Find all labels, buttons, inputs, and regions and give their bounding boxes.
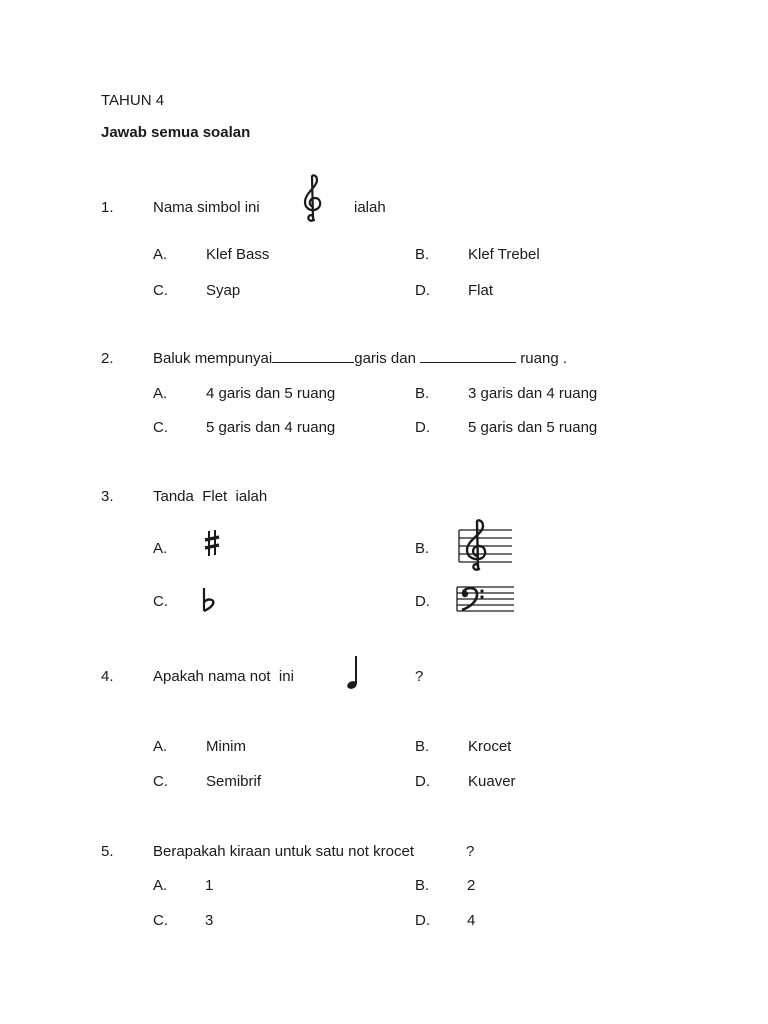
option-letter: D.: [415, 593, 430, 610]
option-letter: B.: [415, 877, 430, 894]
option-letter: D.: [415, 282, 430, 299]
option-letter: B.: [415, 738, 430, 755]
question-text: Nama simbol ini: [153, 199, 260, 216]
crotchet-note-icon: [344, 655, 360, 691]
option-letter: C.: [153, 912, 168, 929]
question-number: 5.: [101, 843, 114, 860]
option-d: 4: [467, 912, 476, 929]
option-a: Klef Bass: [206, 246, 270, 263]
option-letter: A.: [153, 246, 168, 263]
treble-clef-staff-icon: [458, 518, 514, 572]
option-b: 3 garis dan 4 ruang: [468, 385, 598, 402]
option-b: Klef Trebel: [468, 246, 540, 263]
option-letter: C.: [153, 773, 168, 790]
option-letter: B.: [415, 246, 430, 263]
question-text-part2: garis dan: [354, 350, 416, 367]
option-c: Semibrif: [206, 773, 262, 790]
option-a: 4 garis dan 5 ruang: [206, 385, 336, 402]
option-d: 5 garis dan 5 ruang: [468, 419, 598, 436]
option-b: Krocet: [468, 738, 512, 755]
treble-clef-icon: [300, 174, 326, 224]
question-number: 2.: [101, 350, 114, 367]
question-number: 1.: [101, 199, 114, 216]
question-text-part1: Baluk mempunyai: [153, 350, 273, 367]
question-text: Apakah nama not ini: [153, 668, 294, 685]
option-letter: C.: [153, 419, 168, 436]
question-text-after: ialah: [354, 199, 386, 216]
option-letter: B.: [415, 540, 430, 557]
option-letter: A.: [153, 738, 168, 755]
question-mark: ?: [466, 843, 475, 860]
option-d: Flat: [468, 282, 494, 299]
option-letter: A.: [153, 877, 168, 894]
option-letter: A.: [153, 385, 168, 402]
answer-blank: [420, 350, 516, 363]
question-text: Tanda Flet ialah: [153, 488, 268, 505]
flat-icon: [201, 587, 217, 613]
answer-blank: [272, 350, 354, 363]
option-a: Minim: [206, 738, 246, 755]
question-number: 4.: [101, 668, 114, 685]
question-text: [153, 350, 567, 367]
question-text-part3: ruang .: [520, 350, 567, 367]
option-c: 5 garis dan 4 ruang: [206, 419, 336, 436]
option-letter: B.: [415, 385, 430, 402]
option-letter: D.: [415, 419, 430, 436]
question-number: 3.: [101, 488, 114, 505]
option-letter: D.: [415, 773, 430, 790]
bass-clef-staff-icon: [456, 585, 516, 617]
question-mark: ?: [415, 668, 424, 685]
sharp-icon: [203, 529, 221, 557]
option-letter: C.: [153, 593, 168, 610]
instruction-text: Jawab semua soalan: [101, 124, 251, 141]
option-letter: A.: [153, 540, 168, 557]
option-letter: C.: [153, 282, 168, 299]
option-d: Kuaver: [468, 773, 516, 790]
option-c: Syap: [206, 282, 241, 299]
option-c: 3: [205, 912, 214, 929]
page-title: TAHUN 4: [101, 92, 165, 109]
option-b: 2: [467, 877, 476, 894]
option-a: 1: [205, 877, 214, 894]
option-letter: D.: [415, 912, 430, 929]
question-text: Berapakah kiraan untuk satu not krocet: [153, 843, 414, 860]
